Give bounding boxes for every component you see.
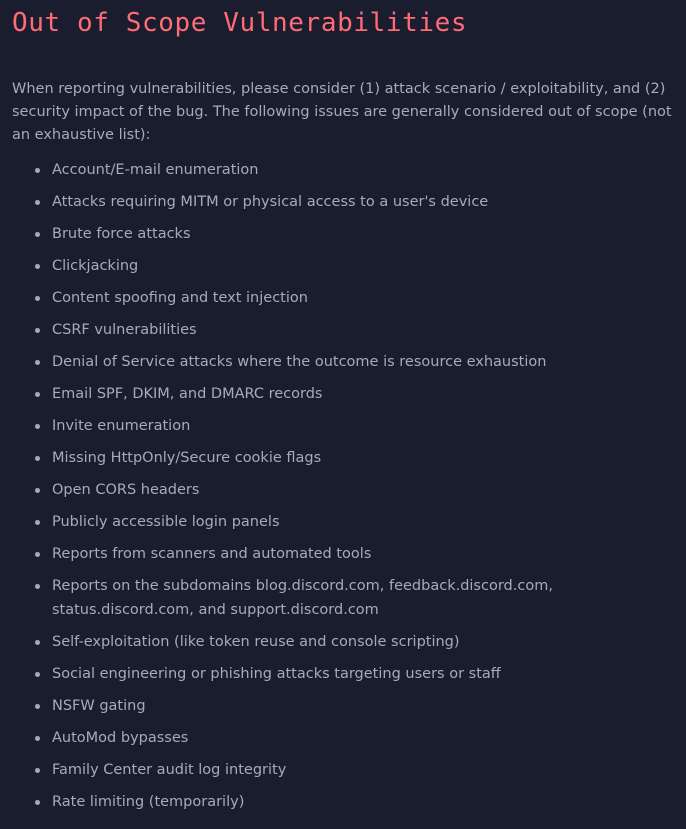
page-title: Out of Scope Vulnerabilities: [12, 8, 468, 38]
list-item: [12, 350, 674, 374]
list-item: [12, 694, 674, 718]
list-item-text: Content spoofing and text injection: [52, 290, 308, 306]
list-item: [12, 726, 674, 750]
bullet-icon: [35, 704, 40, 709]
list-item: [12, 574, 674, 622]
list-item-text: Reports on the subdomains blog.discord.com, feedback.discord.com, status.discord.com, and support.discord.com: [52, 578, 553, 618]
list-item: [12, 758, 674, 782]
bullet-icon: [35, 328, 40, 333]
list-item: [12, 382, 674, 406]
list-item: [12, 790, 674, 814]
list-item: [12, 542, 674, 566]
list-item: [12, 158, 674, 182]
list-item-text: Brute force attacks: [52, 226, 191, 242]
list-item: [12, 222, 674, 246]
list-item-text: Attacks requiring MITM or physical access to a user's device: [52, 194, 489, 210]
list-item-text: AutoMod bypasses: [52, 730, 189, 746]
list-item-text: Publicly accessible login panels: [52, 514, 280, 530]
list-item-text: Account/E-mail enumeration: [52, 162, 259, 178]
bullet-icon: [35, 520, 40, 525]
list-item-text: Rate limiting (temporarily): [52, 794, 245, 810]
list-item-text: NSFW gating: [52, 698, 146, 714]
list-item-text: Reports from scanners and automated tools: [52, 546, 372, 562]
bullet-icon: [35, 296, 40, 301]
list-item-text: CSRF vulnerabilities: [52, 322, 197, 338]
list-item-text: Open CORS headers: [52, 482, 200, 498]
list-item: [12, 630, 674, 654]
list-item: [12, 414, 674, 438]
intro-paragraph: When reporting vulnerabilities, please consider (1) attack scenario / exploitability, and (2) security impact of the bug. The following issues are generally considered out of scope (not an exhaustive list):: [12, 81, 672, 143]
bullet-icon: [35, 640, 40, 645]
list-item: [12, 478, 674, 502]
list-item-text: Missing HttpOnly/Secure cookie flags: [52, 450, 322, 466]
list-item-text: Email SPF, DKIM, and DMARC records: [52, 386, 323, 402]
bullet-icon: [35, 392, 40, 397]
list-item-text: Denial of Service attacks where the outcome is resource exhaustion: [52, 354, 547, 370]
bullet-icon: [35, 264, 40, 269]
list-item-text: Invite enumeration: [52, 418, 191, 434]
list-item-text: Family Center audit log integrity: [52, 762, 287, 778]
list-item: [12, 662, 674, 686]
list-item: [12, 286, 674, 310]
list-item: [12, 190, 674, 214]
list-item-text: Social engineering or phishing attacks targeting users or staff: [52, 666, 501, 682]
bullet-icon: [35, 488, 40, 493]
list-item-text: Clickjacking: [52, 258, 139, 274]
list-item-text: Self-exploitation (like token reuse and console scripting): [52, 634, 460, 650]
bullet-icon: [35, 736, 40, 741]
list-item: [12, 510, 674, 534]
list-item: [12, 446, 674, 470]
bullet-icon: [35, 552, 40, 557]
list-item: [12, 254, 674, 278]
bullet-icon: [35, 232, 40, 237]
bullet-icon: [35, 360, 40, 365]
out-of-scope-list: [12, 158, 674, 814]
bullet-icon: [35, 672, 40, 677]
bullet-icon: [35, 168, 40, 173]
bullet-icon: [35, 456, 40, 461]
bullet-icon: [35, 200, 40, 205]
list-item: [12, 318, 674, 342]
bullet-icon: [35, 424, 40, 429]
bullet-icon: [35, 768, 40, 773]
bullet-icon: [35, 584, 40, 589]
bullet-icon: [35, 800, 40, 805]
